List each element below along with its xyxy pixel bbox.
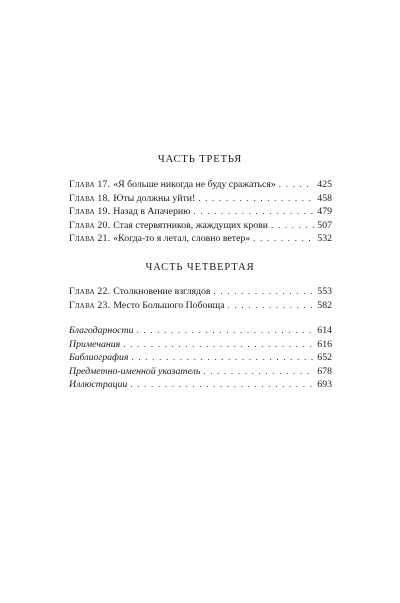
- part-three-toc: [69, 178, 332, 246]
- page-number: 582: [317, 299, 332, 311]
- toc-entry[interactable]: [69, 378, 332, 392]
- dot-leader: [131, 351, 314, 365]
- chapter-label: Глава 19.: [69, 206, 111, 218]
- toc-entry-title: [69, 192, 195, 206]
- toc-entry-title: [69, 178, 276, 192]
- toc-entry[interactable]: [69, 338, 332, 352]
- dot-leader: [130, 378, 314, 392]
- chapter-label: Глава 17.: [69, 179, 111, 190]
- chapter-label: Глава 22.: [69, 286, 111, 297]
- chapter-title: Столкновение взглядов: [113, 286, 211, 297]
- dot-leader: [271, 219, 314, 233]
- dot-leader: [279, 178, 315, 192]
- toc-entry-title: Иллюстрации: [69, 379, 128, 391]
- dot-leader: [203, 365, 314, 379]
- dot-leader: [214, 285, 315, 299]
- back-matter-toc: [69, 324, 332, 392]
- toc-entry[interactable]: [69, 351, 332, 365]
- page-number: 458: [317, 192, 332, 204]
- chapter-label: Глава 21.: [69, 233, 111, 245]
- part-three-heading: ЧАСТЬ ТРЕТЬЯ: [157, 154, 243, 165]
- toc-entry[interactable]: [69, 299, 332, 313]
- page-number: 678: [317, 365, 332, 377]
- toc-entry-title: Благодарности: [69, 325, 134, 336]
- chapter-label: Глава 23.: [69, 299, 111, 311]
- part-four-heading: ЧАСТЬ ЧЕТВЕРТАЯ: [145, 262, 255, 273]
- toc-entry-title: [69, 219, 268, 233]
- toc-entry[interactable]: [69, 232, 332, 246]
- chapter-title: Назад в Апачерию: [113, 206, 191, 218]
- page-number: 425: [317, 179, 332, 190]
- page-number: 553: [317, 286, 332, 297]
- toc-entry[interactable]: [69, 324, 332, 338]
- toc-entry[interactable]: [69, 219, 332, 233]
- dot-leader: [137, 324, 315, 338]
- chapter-title: «Я больше никогда не буду сражаться»: [113, 179, 276, 190]
- dot-leader: [123, 338, 314, 352]
- toc-entry[interactable]: [69, 192, 332, 206]
- chapter-label: Глава 18.: [69, 192, 111, 204]
- toc-entry[interactable]: [69, 365, 332, 379]
- chapter-title: «Когда-то я летал, словно ветер»: [113, 233, 251, 245]
- toc-entry-title: [69, 285, 211, 299]
- toc-entry[interactable]: [69, 178, 332, 192]
- dot-leader: [228, 299, 315, 313]
- toc-entry-title: [69, 205, 190, 219]
- chapter-title: Место Большого Побоища: [113, 299, 225, 311]
- page-number: 616: [317, 338, 332, 350]
- toc-entry[interactable]: [69, 205, 332, 219]
- page-number: 532: [317, 233, 332, 245]
- toc-entry-title: [69, 232, 250, 246]
- dot-leader: [198, 192, 314, 206]
- chapter-title: Юты должны уйти!: [113, 192, 196, 204]
- page-number: 652: [317, 352, 332, 364]
- page-number: 479: [317, 206, 332, 218]
- page-number: 507: [317, 219, 332, 231]
- toc-entry-title: Предметно-именной указатель: [69, 365, 201, 377]
- dot-leader: [253, 232, 314, 246]
- toc-entry-title: Библиография: [69, 352, 129, 364]
- toc-entry[interactable]: [69, 285, 332, 299]
- page-number: 693: [317, 379, 332, 391]
- dot-leader: [193, 205, 314, 219]
- chapter-title: Стая стервятников, жаждущих крови: [113, 219, 269, 231]
- part-four-toc: [69, 285, 332, 312]
- toc-entry-title: Примечания: [69, 338, 121, 350]
- chapter-label: Глава 20.: [69, 219, 111, 231]
- page-number: 614: [317, 325, 332, 336]
- toc-entry-title: [69, 299, 225, 313]
